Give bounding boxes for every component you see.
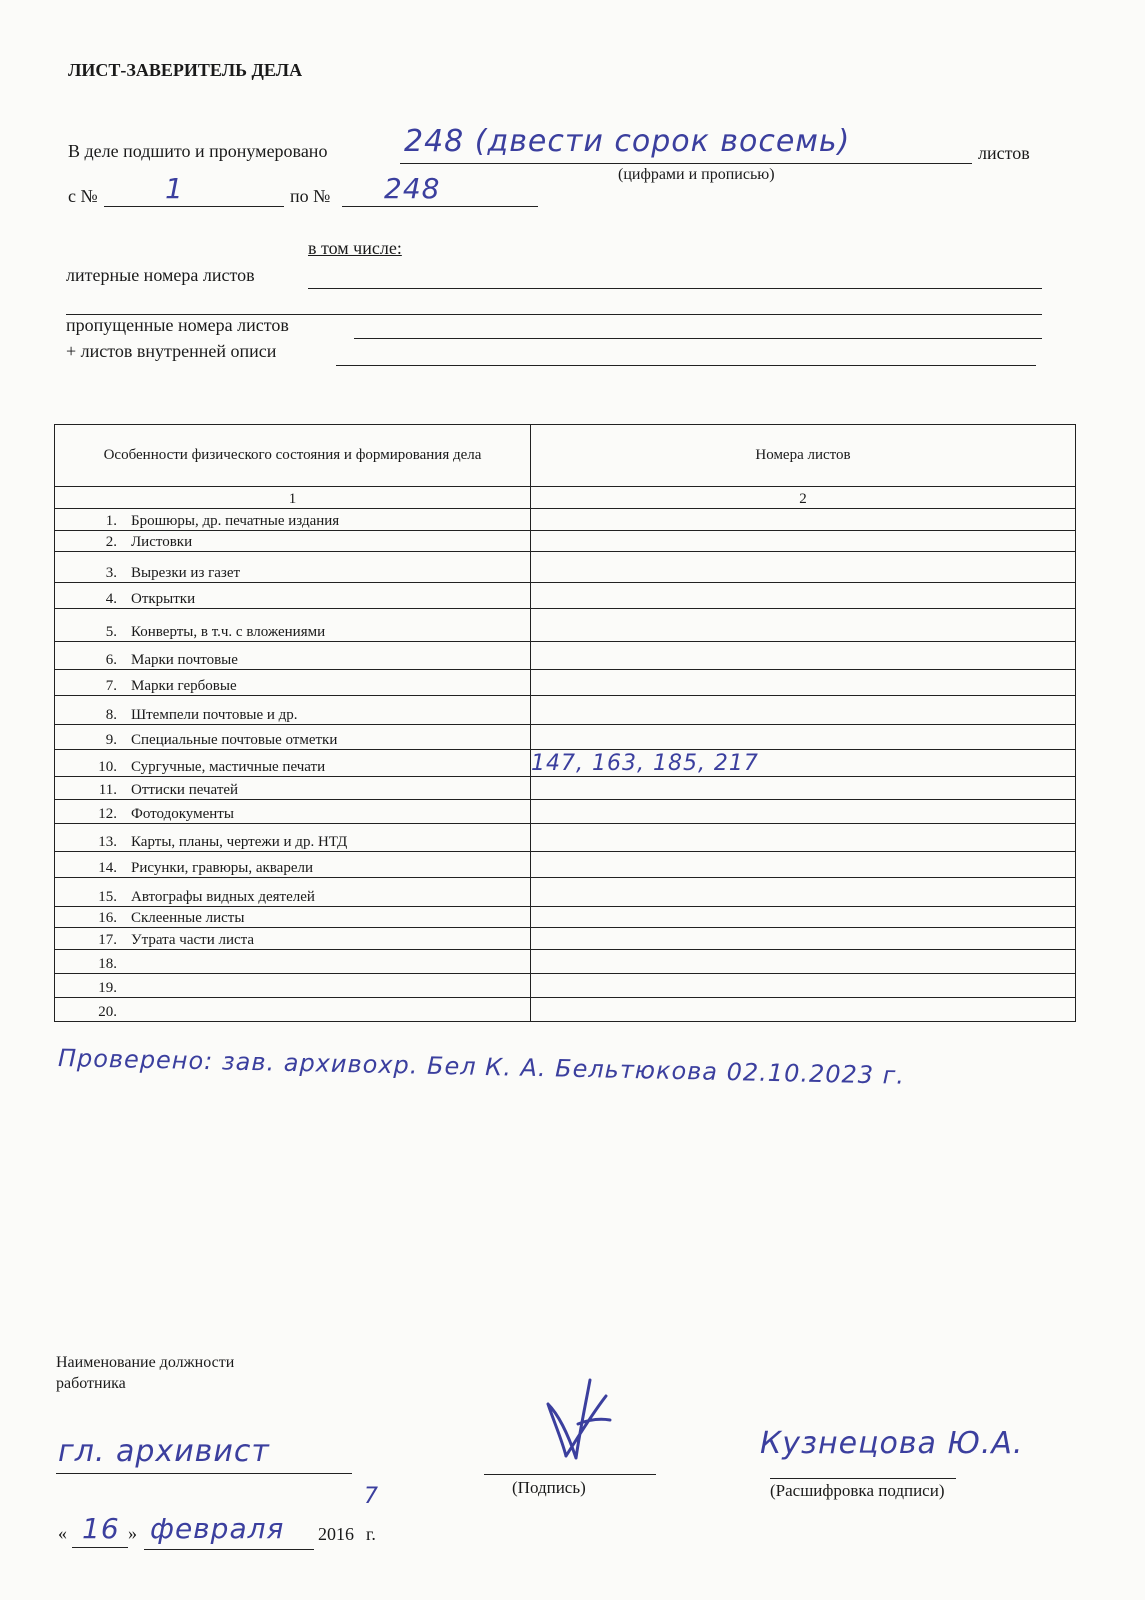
row-sheet-numbers-cell[interactable]	[531, 552, 1076, 583]
row-number: 5.	[105, 624, 117, 640]
row-label: Сургучные, мастичные печати	[131, 759, 326, 775]
date-year-correction: 7	[364, 1484, 379, 1509]
filed-value[interactable]: 248 (двести сорок восемь)	[404, 124, 851, 159]
row-sheet-numbers-cell[interactable]	[531, 696, 1076, 725]
row-number: 10.	[98, 759, 117, 775]
row-sheet-numbers-cell[interactable]	[531, 998, 1076, 1022]
decode-caption: (Расшифровка подписи)	[770, 1481, 945, 1500]
to-value[interactable]: 248	[384, 172, 441, 205]
signature-underline[interactable]	[484, 1474, 656, 1475]
row-number: 9.	[105, 732, 117, 748]
letter-numbers-underline[interactable]	[308, 288, 1042, 289]
verified-note: Проверено: зав. архивохр. Бел К. А. Бельтюкова 02.10.2023 г.	[57, 1044, 906, 1090]
row-label: Специальные почтовые отметки	[131, 732, 338, 748]
table-row	[55, 642, 1076, 670]
row-number: 6.	[105, 652, 117, 668]
table-row	[55, 609, 1076, 642]
row-number: 15.	[98, 889, 117, 905]
row-label-cell	[55, 998, 531, 1022]
row-label-cell	[55, 800, 531, 824]
row-label-cell	[55, 642, 531, 670]
row-sheet-numbers-cell[interactable]	[531, 907, 1076, 928]
signature-caption: (Подпись)	[512, 1478, 586, 1497]
row-sheet-numbers-cell[interactable]	[531, 878, 1076, 907]
page-title: ЛИСТ-ЗАВЕРИТЕЛЬ ДЕЛА	[68, 60, 303, 80]
row-label: Автографы видных деятелей	[131, 889, 315, 905]
signature-mark	[528, 1374, 628, 1470]
row-number: 11.	[98, 782, 117, 798]
row-number: 17.	[98, 932, 117, 948]
row-label-cell	[55, 509, 531, 531]
row-number: 19.	[98, 980, 117, 996]
row-label-cell	[55, 725, 531, 750]
row-label-cell	[55, 777, 531, 800]
row-label-cell	[55, 531, 531, 552]
row-label: Конверты, в т.ч. с вложениями	[131, 624, 326, 640]
table-row	[55, 777, 1076, 800]
row-label-cell	[55, 750, 531, 777]
row-label: Листовки	[131, 534, 193, 550]
from-underline	[104, 206, 284, 207]
table-row	[55, 583, 1076, 609]
row-label-cell	[55, 907, 531, 928]
row-sheet-numbers-cell[interactable]	[531, 725, 1076, 750]
row-sheet-numbers-cell[interactable]	[531, 950, 1076, 974]
row-number: 12.	[98, 806, 117, 822]
row-number: 4.	[105, 591, 117, 607]
table-row	[55, 852, 1076, 878]
row-sheet-numbers-cell[interactable]	[531, 583, 1076, 609]
row-label-cell	[55, 696, 531, 725]
row-label: Брошюры, др. печатные издания	[131, 513, 340, 529]
row-label: Утрата части листа	[131, 932, 255, 948]
col1-header: Особенности физического состояния и формирования дела	[55, 425, 531, 487]
table-row	[55, 878, 1076, 907]
row-label-cell	[55, 878, 531, 907]
row-label-cell	[55, 974, 531, 998]
date-year: 2016	[318, 1524, 354, 1544]
row-sheet-numbers-cell[interactable]	[531, 928, 1076, 950]
row-sheet-numbers-cell[interactable]	[531, 824, 1076, 852]
row-sheet-numbers-cell[interactable]	[531, 509, 1076, 531]
row-number: 1.	[105, 513, 117, 529]
row-number: 18.	[98, 956, 117, 972]
date-suffix: г.	[366, 1524, 376, 1544]
table-row	[55, 998, 1076, 1022]
row-sheet-numbers-cell[interactable]	[531, 531, 1076, 552]
row-number: 14.	[98, 860, 117, 876]
row-sheet-numbers-cell[interactable]	[531, 670, 1076, 696]
row-label: Марки почтовые	[131, 652, 238, 668]
including-heading: в том числе:	[308, 238, 402, 258]
table-row	[55, 800, 1076, 824]
row-label-cell	[55, 852, 531, 878]
date-close-quote: »	[128, 1523, 137, 1543]
decode-value[interactable]: Кузнецова Ю.А.	[760, 1426, 1024, 1461]
position-underline	[56, 1473, 352, 1474]
row-label: Открытки	[131, 591, 196, 607]
physical-state-table	[54, 424, 1076, 1022]
table-row	[55, 974, 1076, 998]
internal-inventory-underline[interactable]	[336, 365, 1036, 366]
digits-hint: (цифрами и прописью)	[618, 166, 775, 183]
row-label-cell	[55, 950, 531, 974]
from-label: с №	[68, 186, 98, 206]
row-label: Карты, планы, чертежи и др. НТД	[131, 834, 348, 850]
row-sheet-numbers-cell[interactable]	[531, 609, 1076, 642]
position-value[interactable]: гл. архивист	[58, 1434, 270, 1469]
internal-inventory-label: + листов внутренней описи	[66, 341, 277, 361]
col2-number: 2	[531, 487, 1076, 509]
table-row	[55, 509, 1076, 531]
date-month[interactable]: февраля	[150, 1512, 285, 1545]
table-row	[55, 725, 1076, 750]
row-label-cell	[55, 824, 531, 852]
missing-numbers-underline[interactable]	[354, 338, 1042, 339]
row-number: 13.	[98, 834, 117, 850]
date-day-underline	[72, 1547, 128, 1548]
to-label: по №	[290, 186, 331, 206]
letter-numbers-label: литерные номера листов	[66, 265, 255, 285]
row-number: 8.	[105, 707, 117, 723]
row-label: Марки гербовые	[131, 678, 237, 694]
row-label: Оттиски печатей	[131, 782, 239, 798]
missing-numbers-label: пропущенные номера листов	[66, 315, 289, 335]
row-sheet-numbers-cell[interactable]	[531, 642, 1076, 670]
row-number: 3.	[105, 565, 117, 581]
row-label-cell	[55, 583, 531, 609]
date-day[interactable]: 16	[82, 1512, 120, 1545]
row-label: Штемпели почтовые и др.	[131, 707, 298, 723]
row-sheet-numbers: 147, 163, 185, 217	[531, 751, 759, 776]
row-number: 7.	[105, 678, 117, 694]
table-row	[55, 696, 1076, 725]
position-label: Наименование должности работника	[56, 1354, 235, 1392]
row-label: Вырезки из газет	[131, 565, 241, 581]
sheets-word: листов	[978, 143, 1030, 163]
row-sheet-numbers-cell[interactable]	[531, 974, 1076, 998]
row-sheet-numbers-cell[interactable]	[531, 852, 1076, 878]
row-sheet-numbers-cell[interactable]	[531, 777, 1076, 800]
table-row	[55, 670, 1076, 696]
table-row	[55, 907, 1076, 928]
row-label: Фотодокументы	[131, 806, 234, 822]
date-open-quote: «	[58, 1523, 67, 1543]
row-label: Склеенные листы	[131, 910, 245, 926]
row-sheet-numbers-cell[interactable]	[531, 750, 1076, 777]
row-number: 16.	[98, 910, 117, 926]
filed-underline	[400, 163, 972, 164]
row-label-cell	[55, 552, 531, 583]
row-label-cell	[55, 928, 531, 950]
col2-header: Номера листов	[531, 425, 1076, 487]
row-label-cell	[55, 609, 531, 642]
row-sheet-numbers-cell[interactable]	[531, 800, 1076, 824]
table-row	[55, 531, 1076, 552]
row-label: Рисунки, гравюры, акварели	[131, 860, 314, 876]
col1-number: 1	[55, 487, 531, 509]
table-row	[55, 928, 1076, 950]
row-number: 2.	[105, 534, 117, 550]
from-value[interactable]: 1	[165, 172, 184, 205]
decode-underline	[770, 1478, 956, 1479]
table-row	[55, 950, 1076, 974]
to-underline	[342, 206, 538, 207]
date-month-underline	[144, 1549, 314, 1550]
table-row	[55, 750, 1076, 777]
table-row	[55, 552, 1076, 583]
row-label-cell	[55, 670, 531, 696]
table-row	[55, 824, 1076, 852]
row-number: 20.	[98, 1004, 117, 1020]
filed-label: В деле подшито и пронумеровано	[68, 141, 328, 161]
